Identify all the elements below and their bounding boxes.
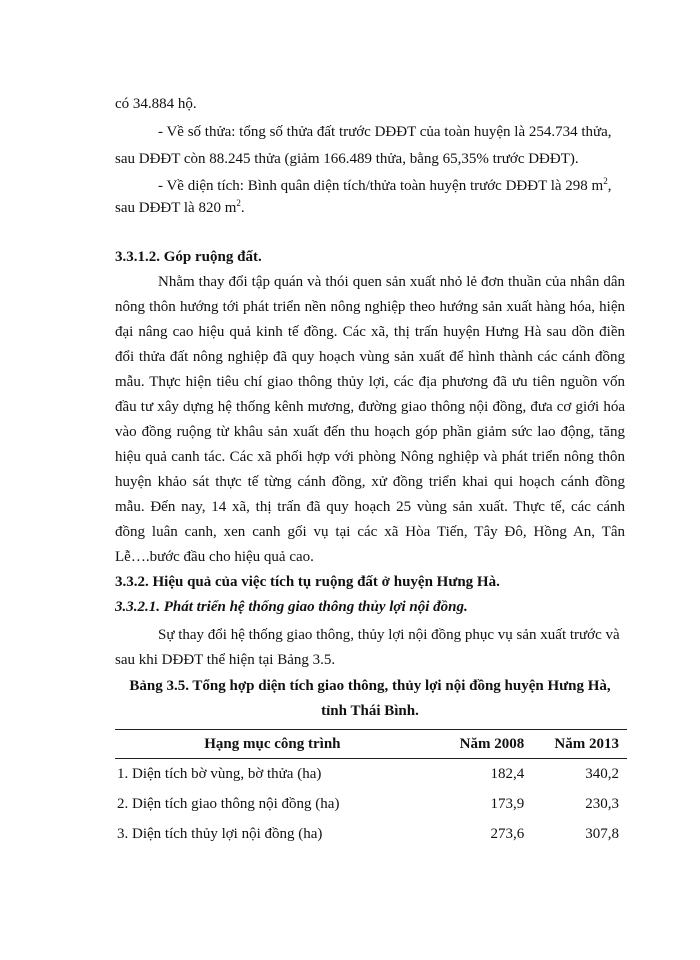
data-table (115, 729, 627, 849)
paragraph-line: mẫu. Đến nay, 14 xã, thị trấn đã quy hoạch 25 vùng sản xuất. Thực tế, các cánh (115, 499, 625, 515)
column-header: Năm 2008 (430, 730, 536, 759)
paragraph-line: mẫu. Thực hiện tiêu chí giao thông thủy lợi, các địa phương đã ưu tiên nguồn vốn (115, 374, 625, 390)
table-row (115, 819, 627, 849)
text-run: . (240, 200, 245, 216)
text-run: , (607, 178, 612, 194)
table-cell: 3. Diện tích thủy lợi nội đồng (ha) (117, 825, 323, 842)
paragraph-line: đổi thửa đất nông nghiệp đã quy hoạch vùng sản xuất để hình thành các cánh đồng (115, 349, 625, 365)
paragraph-line: đồng luân canh, xen canh gối vụ tại các xã Hòa Tiến, Tây Đô, Hồng An, Tân (115, 524, 625, 540)
column-header: Năm 2013 (536, 730, 627, 759)
table-cell: 173,9 (490, 795, 525, 812)
superscript: 2 (236, 198, 241, 208)
paragraph-line: Sự thay đổi hệ thống giao thông, thủy lợi nội đồng phục vụ sản xuất trước và (158, 627, 620, 643)
table-header-row (115, 730, 627, 759)
text-line: - Về số thửa: tổng số thửa đất trước DĐĐT của toàn huyện là 254.734 thửa, (158, 124, 612, 140)
table-row (115, 759, 627, 790)
paragraph-line: hiệu quả canh tác. Các xã phối hợp với phòng Nông nghiệp và phát triển nông thôn (115, 449, 625, 465)
table-cell: 1. Diện tích bờ vùng, bờ thửa (ha) (117, 765, 322, 782)
paragraph-line: đầu tư xây dựng hệ thống kênh mương, đường giao thông nội đồng, đưa cơ giới hóa (115, 399, 625, 415)
table-row (115, 789, 627, 819)
column-header: Hạng mục công trình (115, 730, 430, 759)
paragraph-line: nông thôn hướng tới phát triển nền nông nghiệp theo hướng sản xuất hàng hóa, hiện (115, 299, 625, 315)
paragraph-line: huyện khảo sát thực tế từng cánh đồng, xử đồng triển khai qui hoạch cánh đồng (115, 474, 625, 490)
text-line: sau DĐĐT còn 88.245 thửa (giảm 166.489 thửa, bằng 65,35% trước DĐĐT). (115, 151, 579, 167)
paragraph-line: Nhằm thay đổi tập quán và thói quen sản xuất nhỏ lẻ đơn thuần của nhân dân (158, 274, 625, 290)
text-run: sau DĐĐT là 820 m (115, 200, 237, 216)
text-line: có 34.884 hộ. (115, 96, 197, 112)
table-cell: 307,8 (585, 825, 619, 842)
table-cell: 340,2 (585, 765, 619, 782)
table-cell: 2. Diện tích giao thông nội đồng (ha) (117, 795, 340, 812)
text-run: - Về diện tích: Bình quân diện tích/thửa toàn huyện trước DĐĐT là 298 m (158, 178, 604, 194)
table-cell: 182,4 (490, 765, 525, 782)
paragraph-line: sau khi DĐĐT thể hiện tại Bảng 3.5. (115, 652, 336, 668)
superscript: 2 (603, 176, 608, 186)
table-caption: Bảng 3.5. Tổng hợp diện tích giao thông, thủy lợi nội đồng huyện Hưng Hà, (129, 678, 611, 694)
text-line (158, 176, 611, 196)
paragraph-line: đại nâng cao hiệu quả kinh tế đồng. Các xã, thị trấn huyện Hưng Hà sau dồn điền (115, 324, 625, 340)
section-heading: 3.3.1.2. Góp ruộng đất. (115, 249, 262, 265)
paragraph-line: Lễ….bước đầu cho hiệu quả cao. (115, 549, 314, 565)
table-cell: 230,3 (585, 795, 619, 812)
text-line (115, 198, 245, 218)
subsection-heading: 3.3.2.1. Phát triển hệ thống giao thông thủy lợi nội đồng. (115, 599, 468, 615)
table-caption: tỉnh Thái Bình. (321, 703, 419, 719)
paragraph-line: vào đồng ruộng từ khâu sản xuất đến thu hoạch góp phần giảm sức lao động, tăng (115, 424, 625, 440)
table-cell: 273,6 (490, 825, 525, 842)
section-heading: 3.3.2. Hiệu quả của việc tích tụ ruộng đất ở huyện Hưng Hà. (115, 574, 500, 590)
